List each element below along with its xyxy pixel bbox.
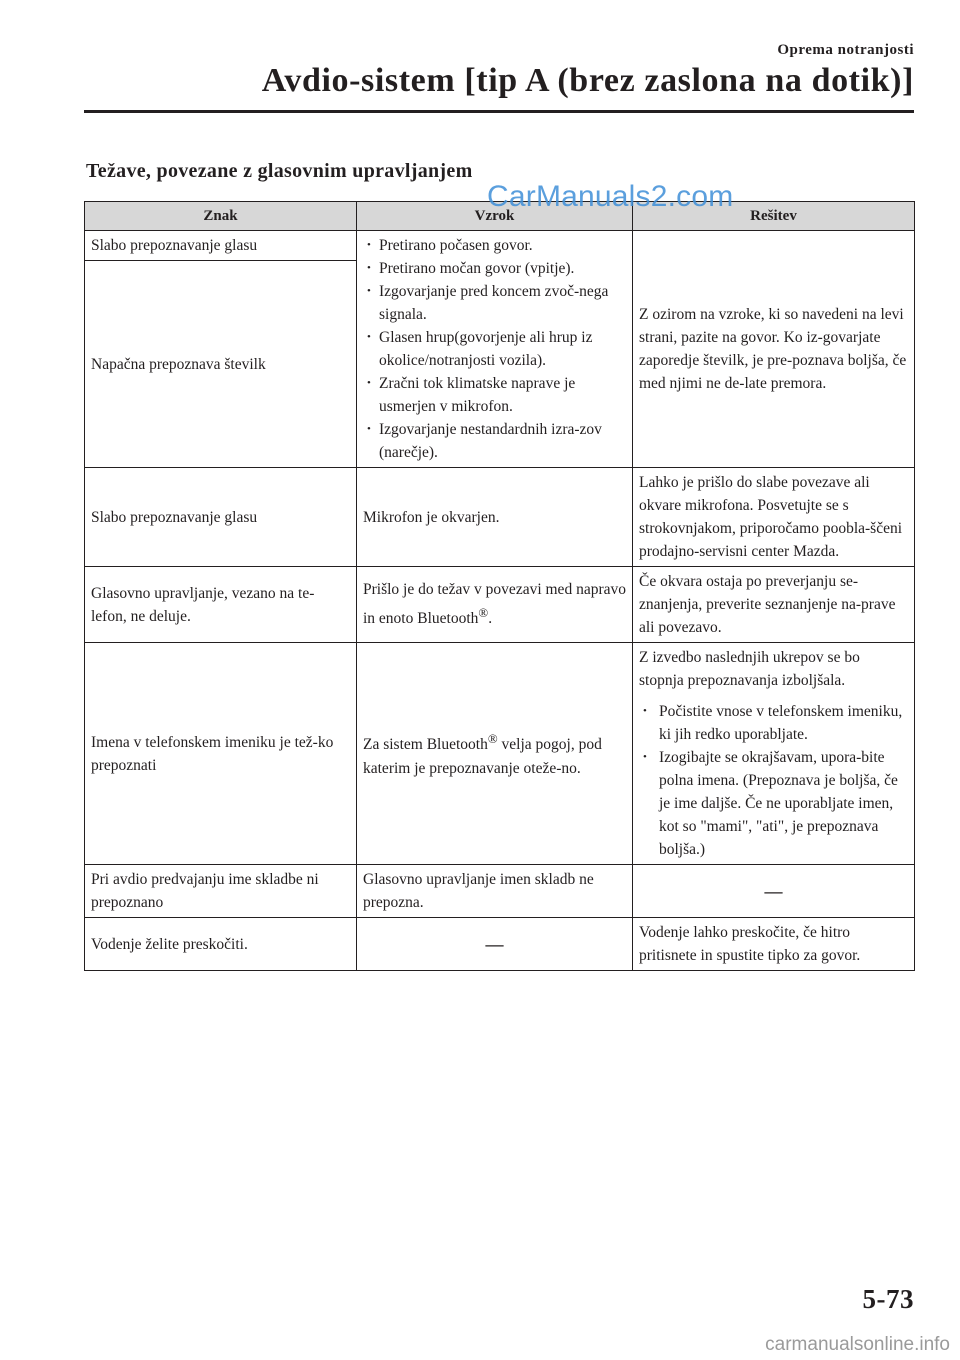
- symptom-cell: Slabo prepoznavanje glasu: [85, 468, 357, 567]
- solution-cell: Z ozirom na vzroke, ki so navedeni na levi strani, pazite na govor. Ko iz-govarjate zaporedje številk, je pre-poznava boljša, če med njimi ne de-late premora.: [633, 231, 915, 468]
- list-item: • Izgovarjanje pred koncem zvoč-nega signala.: [363, 280, 626, 326]
- list-item: • Pretirano močan govor (vpitje).: [363, 257, 626, 280]
- solution-cell: Lahko je prišlo do slabe povezave ali okvare mikrofona. Posvetujte se s strokovnjakom, priporočamo poobla-ščeni prodajno-servisni center Mazda.: [633, 468, 915, 567]
- section-heading: Težave, povezane z glasovnim upravljanjem: [86, 160, 473, 182]
- cause-text: Za sistem Bluetooth: [363, 736, 488, 754]
- solution-cell: [633, 643, 915, 865]
- list-item: • Počistite vnose v telefonskem imeniku, ki jih redko uporabljate.: [639, 700, 908, 746]
- symptom-cell: Napačna prepoznava številk: [85, 261, 357, 468]
- symptom-cell: Vodenje želite preskočiti.: [85, 918, 357, 971]
- cause-cell: Mikrofon je okvarjen.: [357, 468, 633, 567]
- symptom-cell: Slabo prepoznavanje glasu: [85, 231, 357, 261]
- cause-list: [363, 234, 626, 464]
- solution-intro: Z izvedbo naslednjih ukrepov se bo stopnja prepoznavanja izboljšala.: [639, 649, 860, 689]
- list-item: • Izgovarjanje nestandardnih izra-zov (narečje).: [363, 418, 626, 464]
- page-number: 5-73: [862, 1284, 914, 1314]
- registered-mark: ®: [487, 731, 498, 747]
- table-row: [85, 468, 915, 567]
- table-row: [85, 567, 915, 643]
- footer-watermark: carmanualsonline.info: [765, 1334, 950, 1355]
- cause-cell: [357, 567, 633, 643]
- registered-mark: ®: [478, 605, 489, 621]
- list-item: • Zračni tok klimatske naprave je usmerjen v mikrofon.: [363, 372, 626, 418]
- column-header-solution: Rešitev: [633, 202, 915, 231]
- section-label: Oprema notranjosti: [777, 42, 914, 58]
- page-title: Avdio-sistem [tip A (brez zaslona na dotik)]: [261, 62, 914, 99]
- table-row: [85, 918, 915, 971]
- list-item: • Glasen hrup(govorjenje ali hrup iz okolice/notranjosti vozila).: [363, 326, 626, 372]
- table-row: [85, 865, 915, 918]
- symptom-cell: Pri avdio predvajanju ime skladbe ni prepoznano: [85, 865, 357, 918]
- solution-cell: —: [633, 865, 915, 918]
- cause-text-end: .: [488, 610, 493, 628]
- table-row: [85, 231, 915, 261]
- cause-cell: —: [357, 918, 633, 971]
- cause-cell: [357, 231, 633, 468]
- cause-text: Prišlo je do težav v povezavi med napravo in enoto Bluetooth: [363, 581, 626, 628]
- column-header-symptom: Znak: [85, 202, 357, 231]
- solution-list: [639, 700, 908, 861]
- cause-text-end: velja pogoj, pod katerim je prepoznavanje oteže-no.: [363, 736, 602, 777]
- cause-cell: Glasovno upravljanje imen skladb ne prepozna.: [357, 865, 633, 918]
- solution-cell: Vodenje lahko preskočite, če hitro pritisnete in spustite tipko za govor.: [633, 918, 915, 971]
- list-item: • Pretirano počasen govor.: [363, 234, 626, 257]
- cause-cell: [357, 643, 633, 865]
- list-item: • Izogibajte se okrajšavam, upora-bite polna imena. (Prepoznava je boljša, če je ime daljše. Če ne uporabljate imen, kot so "mami", "ati", je prepoznava boljša.): [639, 746, 908, 861]
- symptom-cell: Imena v telefonskem imeniku je tež-ko prepoznati: [85, 643, 357, 865]
- symptom-cell: Glasovno upravljanje, vezano na te-lefon, ne deluje.: [85, 567, 357, 643]
- column-header-cause: Vzrok: [357, 202, 633, 231]
- troubleshooting-table: [84, 201, 915, 971]
- header-rule: [84, 110, 914, 113]
- table-row: [85, 643, 915, 865]
- solution-cell: Če okvara ostaja po preverjanju se-znanjenja, preverite seznanjenje na-prave ali povezavo.: [633, 567, 915, 643]
- watermark-logo: CarManuals2.com: [487, 180, 734, 213]
